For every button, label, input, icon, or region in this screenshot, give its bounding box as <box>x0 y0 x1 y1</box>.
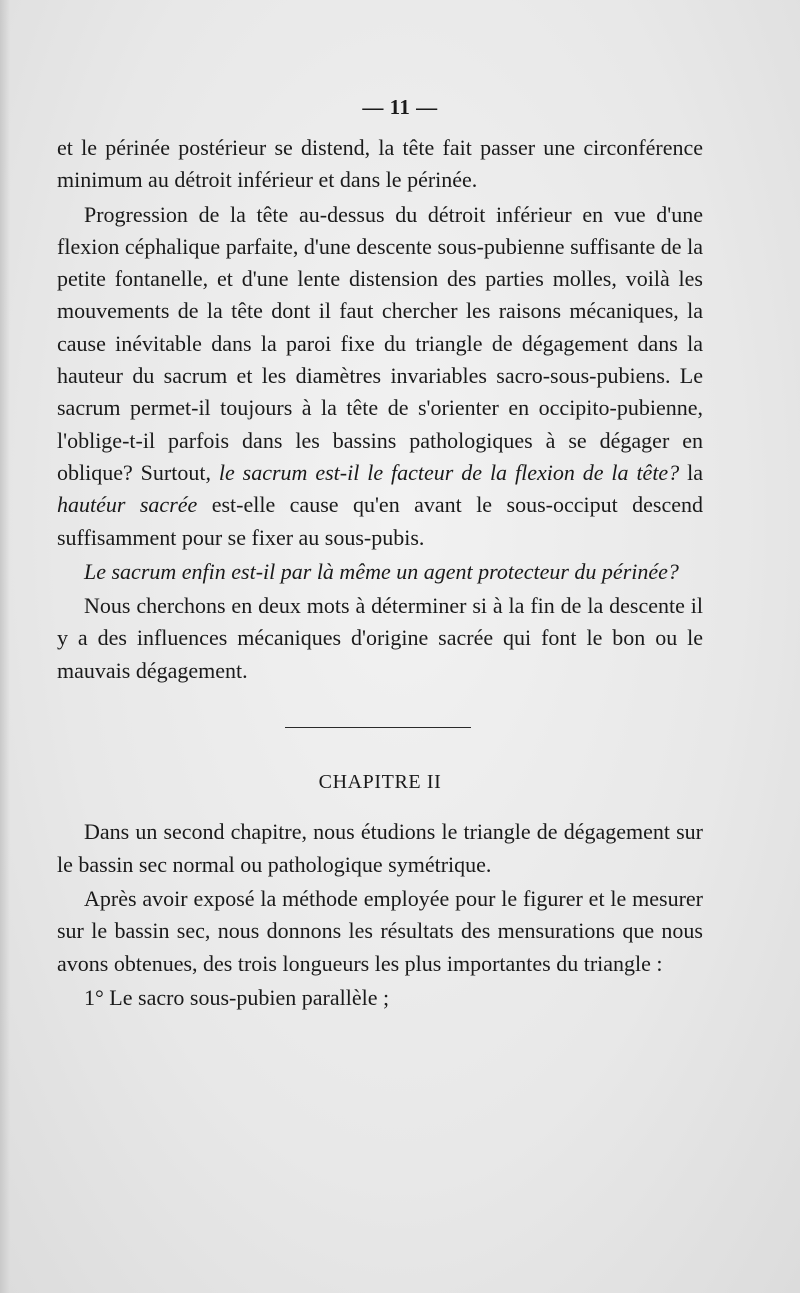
paragraph-continuation: et le périnée postérieur se distend, la tête fait passer une circonférence minimum au détroit inférieur et dans le périnée. <box>57 135 703 193</box>
chapter-paragraph-intro: Dans un second chapitre, nous étudions le triangle de dégagement sur le bassin sec normal ou pathologique symétrique. <box>57 819 703 877</box>
chapter-paragraph-method: Après avoir exposé la méthode employée pour le figurer et le mesurer sur le bassin sec, nous donnons les résultats des mensurations que nous avons obtenues, des trois longueurs les plus importantes du triangle : <box>57 885 703 976</box>
section-divider <box>285 727 471 728</box>
paragraph-text: Progression de la tête au-dessus du détroit inférieur en vue d'une flexion céphalique parfaite, d'une descente sous-pubienne suffisante de la petite fontanelle, et d'une lente distension des parties molles, voilà les mouvements de la tête dont il faut chercher les raisons mécaniques, la cause inévitable dans la paroi fixe du triangle de dégagement dans la hauteur du sacrum et les diamètres invariables sacro-sous-pubiens. Le sacrum permet-il toujours à la tête de s'orienter en occipito-pubienne, l'oblige-t-il parfois dans les bassins pathologiques à se dégager en oblique? Surtout, <box>57 201 703 485</box>
text-body <box>57 132 703 1014</box>
paragraph-summary: Nous cherchons en deux mots à déterminer si à la fin de la descente il y a des influences mécaniques d'origine sacrée qui font le bon ou le mauvais dégagement. <box>57 593 703 683</box>
paragraph-question <box>57 556 703 588</box>
list-item: 1° Le sacro sous-pubien parallèle ; <box>84 984 390 1010</box>
italic-phrase: hautéur sacrée <box>57 492 198 518</box>
paragraph-progression <box>57 199 703 554</box>
page-number: — 11 — <box>362 95 438 119</box>
italic-question: Le sacrum enfin est-il par là même un agent protecteur du périnée? <box>84 558 679 584</box>
paragraph-text: est-elle cause qu'en avant le sous-occiput descend suffisamment pour se fixer au sous-pubis. <box>57 492 703 550</box>
italic-phrase: le sacrum est-il le facteur de la flexion de la tête? <box>218 459 680 485</box>
paragraph-text: la <box>679 459 703 485</box>
chapter-heading: CHAPITRE II <box>318 771 442 794</box>
